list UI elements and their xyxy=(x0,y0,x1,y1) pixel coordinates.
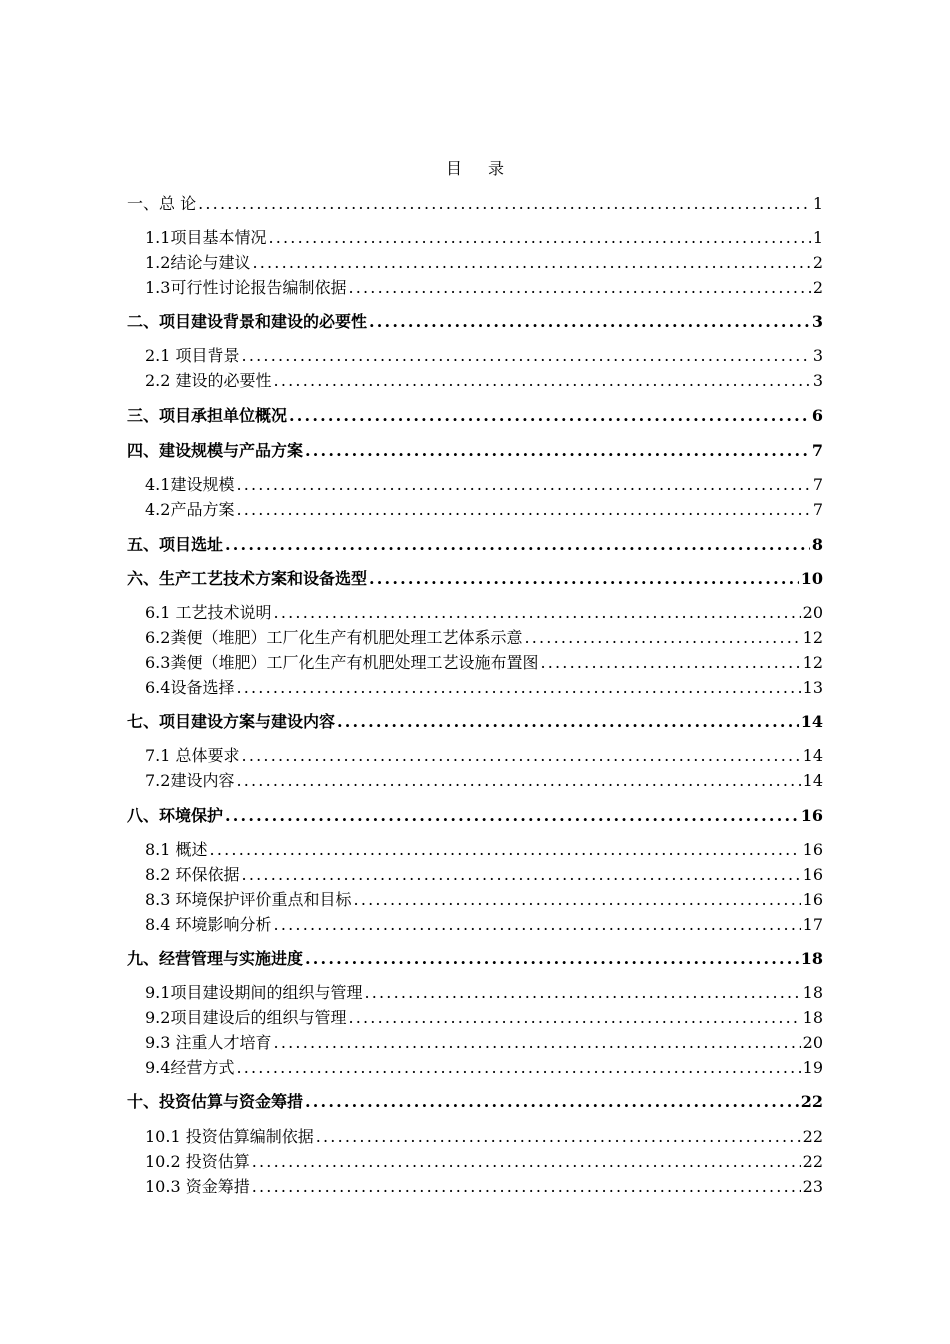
toc-entry[interactable] xyxy=(127,192,823,216)
toc-entry-label: 9.2项目建设后的组织与管理 xyxy=(145,1008,347,1027)
toc-entry[interactable] xyxy=(145,1150,823,1174)
toc-entry-page: 7 xyxy=(811,441,823,460)
toc-leader xyxy=(305,947,799,971)
toc-leader xyxy=(236,676,800,700)
toc-entry[interactable] xyxy=(145,863,823,887)
toc-entry[interactable] xyxy=(127,310,823,334)
toc-leader xyxy=(274,1031,801,1055)
toc-entry-page: 16 xyxy=(802,840,823,859)
toc-entry-page: 1 xyxy=(812,194,823,213)
toc-entry[interactable] xyxy=(145,276,823,300)
toc-entry[interactable] xyxy=(145,1175,823,1199)
toc-entry[interactable] xyxy=(145,888,823,912)
toc-entry-label: 8.4 环境影响分析 xyxy=(145,915,272,934)
toc-entry[interactable] xyxy=(145,226,823,250)
toc-leader xyxy=(236,473,810,497)
toc-entry-page: 18 xyxy=(800,949,823,968)
toc-leader xyxy=(274,369,811,393)
toc-leader xyxy=(252,251,810,275)
toc-entry[interactable] xyxy=(145,601,823,625)
toc-entry-label: 五、项目选址 xyxy=(127,535,224,554)
toc-entry-page: 10 xyxy=(800,569,823,588)
toc-entry[interactable] xyxy=(145,1056,823,1080)
toc-entry-label: 八、环境保护 xyxy=(127,806,224,825)
toc-entry-page: 18 xyxy=(802,983,823,1002)
toc-leader xyxy=(305,1090,799,1114)
toc-entry-page: 3 xyxy=(812,371,823,390)
toc-entry-label: 6.1 工艺技术说明 xyxy=(145,603,272,622)
toc-entry-label: 8.1 概述 xyxy=(145,840,208,859)
toc-entry[interactable] xyxy=(127,533,823,557)
toc-entry[interactable] xyxy=(145,1031,823,1055)
toc-entry-page: 22 xyxy=(800,1092,823,1111)
toc-leader xyxy=(348,276,810,300)
toc-entry-label: 7.2建设内容 xyxy=(145,771,235,790)
toc-entry-page: 12 xyxy=(802,653,823,672)
toc-entry[interactable] xyxy=(145,473,823,497)
toc-entry-label: 一、总 论 xyxy=(127,194,197,213)
toc-leader xyxy=(305,439,810,463)
toc-entry[interactable] xyxy=(145,744,823,768)
toc-entry[interactable] xyxy=(145,251,823,275)
toc-entry-label: 2.2 建设的必要性 xyxy=(145,371,272,390)
toc-entry-page: 22 xyxy=(802,1152,823,1171)
toc-entry-label: 七、项目建设方案与建设内容 xyxy=(127,712,336,731)
toc-leader xyxy=(242,344,811,368)
toc-entry-page: 3 xyxy=(811,312,823,331)
toc-entry[interactable] xyxy=(145,1125,823,1149)
toc-entry-page: 8 xyxy=(811,535,823,554)
toc-leader xyxy=(198,192,811,216)
toc-entry-label: 九、经营管理与实施进度 xyxy=(127,949,304,968)
toc-entry-label: 1.2结论与建议 xyxy=(145,253,251,272)
toc-leader xyxy=(242,863,801,887)
toc-entry-label: 9.4经营方式 xyxy=(145,1058,235,1077)
toc-entry-label: 10.3 资金筹措 xyxy=(145,1177,250,1196)
toc-entry[interactable] xyxy=(145,676,823,700)
toc-leader xyxy=(289,404,810,428)
toc-entry-page: 1 xyxy=(812,228,823,247)
toc-entry-label: 4.1建设规模 xyxy=(145,475,235,494)
toc-entry-page: 16 xyxy=(802,865,823,884)
toc-entry-label: 9.1项目建设期间的组织与管理 xyxy=(145,983,363,1002)
toc-entry-label: 四、建设规模与产品方案 xyxy=(127,441,304,460)
toc-entry-label: 8.3 环境保护评价重点和目标 xyxy=(145,890,352,909)
toc-entry[interactable] xyxy=(145,369,823,393)
toc-entry[interactable] xyxy=(145,981,823,1005)
toc-entry-label: 4.2产品方案 xyxy=(145,500,235,519)
toc-entry-label: 六、生产工艺技术方案和设备选型 xyxy=(127,569,368,588)
toc-entry-page: 23 xyxy=(802,1177,823,1196)
toc-title-char-2: 录 xyxy=(488,159,505,178)
toc-entry-page: 2 xyxy=(812,278,823,297)
toc-leader xyxy=(242,744,801,768)
toc-entry-label: 8.2 环保依据 xyxy=(145,865,240,884)
toc-entry-label: 10.2 投资估算 xyxy=(145,1152,250,1171)
toc-entry-page: 14 xyxy=(802,746,823,765)
toc-entry-page: 12 xyxy=(802,628,823,647)
toc-entry-page: 17 xyxy=(802,915,823,934)
toc-entry[interactable] xyxy=(145,769,823,793)
toc-entry-page: 7 xyxy=(812,500,823,519)
toc-entry-page: 13 xyxy=(802,678,823,697)
toc-entry-page: 20 xyxy=(802,603,823,622)
toc-entry[interactable] xyxy=(145,344,823,368)
toc-leader xyxy=(252,1150,801,1174)
toc-entry-label: 1.3可行性讨论报告编制依据 xyxy=(145,278,347,297)
toc-entry-label: 1.1项目基本情况 xyxy=(145,228,267,247)
toc-entry[interactable] xyxy=(145,1006,823,1030)
toc-entry-label: 10.1 投资估算编制依据 xyxy=(145,1127,314,1146)
toc-entry[interactable] xyxy=(127,804,823,828)
toc-leader xyxy=(369,567,799,591)
toc-entry-label: 6.2粪便（堆肥）工厂化生产有机肥处理工艺体系示意 xyxy=(145,628,523,647)
toc-leader xyxy=(354,888,801,912)
toc-leader xyxy=(252,1175,801,1199)
toc-entry[interactable] xyxy=(127,710,823,734)
toc-leader xyxy=(236,498,810,522)
toc-entry-label: 7.1 总体要求 xyxy=(145,746,240,765)
toc-entry-page: 14 xyxy=(802,771,823,790)
toc-entry-page: 18 xyxy=(802,1008,823,1027)
toc-entry-page: 22 xyxy=(802,1127,823,1146)
toc-leader xyxy=(316,1125,801,1149)
toc-entry-page: 3 xyxy=(812,346,823,365)
toc-entry-label: 6.3粪便（堆肥）工厂化生产有机肥处理工艺设施布置图 xyxy=(145,653,539,672)
toc-entry[interactable] xyxy=(127,439,823,463)
toc-leader xyxy=(337,710,799,734)
toc-entry[interactable] xyxy=(127,947,823,971)
toc-entry-page: 20 xyxy=(802,1033,823,1052)
toc-leader xyxy=(274,913,801,937)
toc-leader xyxy=(540,651,800,675)
toc-leader xyxy=(274,601,801,625)
toc-entry-page: 19 xyxy=(802,1058,823,1077)
toc-entry-label: 十、投资估算与资金筹措 xyxy=(127,1092,304,1111)
toc-leader xyxy=(236,1056,800,1080)
toc-entry[interactable] xyxy=(127,1090,823,1114)
toc-leader xyxy=(210,838,801,862)
toc-leader xyxy=(524,626,800,650)
toc-entry-label: 二、项目建设背景和建设的必要性 xyxy=(127,312,368,331)
toc-leader xyxy=(348,1006,800,1030)
toc-leader xyxy=(268,226,810,250)
toc-title-char-1: 目 xyxy=(445,159,462,178)
toc-leader xyxy=(369,310,810,334)
toc-entry-page: 6 xyxy=(811,406,823,425)
toc-entry-label: 6.4设备选择 xyxy=(145,678,235,697)
toc-entry-page: 7 xyxy=(812,475,823,494)
toc-entry[interactable] xyxy=(127,404,823,428)
toc-entry[interactable] xyxy=(145,498,823,522)
toc-leader xyxy=(236,769,800,793)
toc-leader xyxy=(225,533,810,557)
toc-entry-label: 三、项目承担单位概况 xyxy=(127,406,288,425)
toc-entry-page: 16 xyxy=(800,806,823,825)
toc-leader xyxy=(225,804,799,828)
toc-entry[interactable] xyxy=(145,838,823,862)
toc-entry-page: 2 xyxy=(812,253,823,272)
toc-entry[interactable] xyxy=(145,913,823,937)
toc-entry-label: 9.3 注重人才培育 xyxy=(145,1033,272,1052)
toc-entry[interactable] xyxy=(145,626,823,650)
toc-entry-label: 2.1 项目背景 xyxy=(145,346,240,365)
toc-entry[interactable] xyxy=(127,567,823,591)
toc-title xyxy=(0,156,950,179)
toc-entry-page: 14 xyxy=(800,712,823,731)
toc-entry-page: 16 xyxy=(802,890,823,909)
toc-entry[interactable] xyxy=(145,651,823,675)
toc-leader xyxy=(364,981,800,1005)
